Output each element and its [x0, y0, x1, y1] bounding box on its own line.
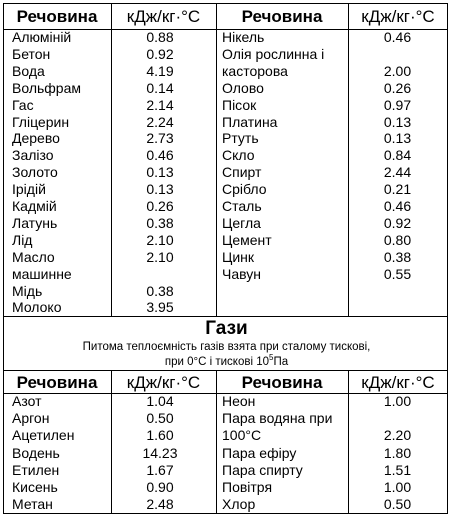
heat-capacity-value: 14.23 — [142, 444, 178, 461]
substance-name: машинне — [12, 265, 72, 282]
substance-name: Хлор — [222, 496, 256, 513]
heat-capacity-value: 0.13 — [383, 113, 412, 130]
heat-capacity-value: 1.80 — [383, 444, 412, 461]
substance-name: Пара водяна при — [222, 410, 333, 427]
substance-name: Повітря — [222, 479, 273, 495]
heat-capacity-value: 2.73 — [146, 130, 174, 147]
heat-capacity-value: 1.51 — [383, 461, 412, 478]
substance-name: Масло — [12, 248, 55, 265]
heat-capacity-value: 0.97 — [383, 96, 412, 113]
heat-capacity-value: 0.13 — [146, 164, 174, 181]
header-substance: Речовина — [16, 7, 98, 26]
gases-note-line-1: Питома теплоємність газів взята при сталому тискові, — [82, 341, 371, 353]
heat-capacity-value: 2.44 — [383, 164, 412, 181]
header-substance: Речовина — [16, 373, 98, 392]
heat-capacity-value: 0.92 — [383, 214, 412, 231]
substance-name: Гліцерин — [12, 113, 70, 130]
heat-capacity-value: 0.46 — [383, 29, 412, 45]
gases-note-line-2: при 0°С і тискові $10^5Па$ — [164, 353, 289, 368]
substance-name: Нікель — [222, 29, 265, 45]
substance-name: Латунь — [12, 214, 58, 231]
substance-name: Водень — [12, 444, 60, 461]
substance-name: Метан — [12, 496, 53, 513]
header-unit: кДж/кг·°С — [361, 7, 435, 26]
substance-name: Сталь — [222, 198, 262, 214]
heat-capacity-value: 0.50 — [383, 496, 412, 513]
heat-capacity-value: 0.50 — [146, 410, 174, 427]
substance-name: Спирт — [222, 164, 262, 181]
heat-capacity-value: 0.46 — [383, 198, 412, 214]
heat-capacity-value: 1.04 — [146, 393, 174, 409]
heat-capacity-value: 0.90 — [146, 479, 174, 495]
gases-title-bottom-rule — [3, 370, 448, 371]
solids-col-divider-2 — [216, 3, 217, 316]
heat-capacity-value: 0.55 — [383, 265, 412, 282]
substance-name: Пісок — [222, 96, 257, 113]
heat-capacity-value: 2.24 — [146, 113, 174, 130]
header-substance: Речовина — [241, 373, 323, 392]
solids-col-divider-1 — [111, 3, 112, 316]
substance-name: Пара спирту — [222, 461, 303, 478]
substance-name: Лід — [12, 231, 33, 248]
substance-name: Вольфрам — [12, 79, 81, 96]
heat-capacity-value: 0.38 — [146, 282, 174, 299]
substance-name: Етилен — [12, 461, 60, 478]
heat-capacity-value: 3.95 — [146, 299, 174, 316]
substance-name: Олія рослинна і — [222, 45, 325, 62]
heat-capacity-value: 1.60 — [146, 427, 174, 444]
substance-name: Срібло — [222, 181, 267, 198]
substance-name: Чавун — [222, 265, 261, 282]
heat-capacity-value: 1.00 — [383, 479, 412, 495]
substance-name: Дерево — [12, 130, 60, 147]
substance-name: Цемент — [222, 231, 272, 248]
heat-capacity-value: 0.13 — [383, 130, 412, 147]
substance-name: Алюміній — [12, 29, 72, 45]
substance-name: Вода — [12, 62, 45, 79]
substance-name: Олово — [222, 79, 264, 96]
heat-capacity-value: 0.26 — [383, 79, 412, 96]
heat-capacity-value: 0.92 — [146, 45, 174, 62]
heat-capacity-value: 4.19 — [146, 62, 174, 79]
heat-capacity-value: 0.14 — [146, 79, 174, 96]
heat-capacity-value: 0.80 — [383, 231, 412, 248]
substance-name: Гас — [12, 96, 34, 113]
header-unit: кДж/кг·°С — [126, 373, 201, 392]
substance-name: Неон — [222, 393, 256, 409]
substance-name: Золото — [12, 164, 58, 181]
substance-name: Азот — [12, 393, 42, 409]
substance-name: Ацетилен — [12, 427, 75, 444]
heat-capacity-value: 1.00 — [383, 393, 412, 409]
heat-capacity-value: 2.20 — [383, 427, 412, 444]
substance-name: Скло — [222, 147, 255, 164]
heat-capacity-value: 0.38 — [146, 214, 174, 231]
heat-capacity-value: 2.48 — [146, 496, 174, 513]
heat-capacity-value: 1.67 — [146, 461, 174, 478]
substance-name: Мідь — [12, 282, 43, 299]
substance-name: Цинк — [222, 248, 255, 265]
heat-capacity-value: 2.14 — [146, 96, 174, 113]
heat-capacity-value: 0.88 — [146, 29, 174, 45]
substance-name: касторова — [222, 62, 288, 79]
heat-capacity-value: 2.10 — [146, 248, 174, 265]
substance-name: Ртуть — [222, 130, 259, 147]
header-substance: Речовина — [241, 7, 323, 26]
heat-capacity-value: 0.46 — [146, 147, 174, 164]
heat-capacity-value: 0.13 — [146, 181, 174, 198]
substance-name: Платина — [222, 113, 278, 130]
substance-name: Ірідій — [12, 181, 46, 198]
substance-name: Аргон — [12, 410, 50, 427]
gases-title: Гази — [205, 318, 248, 339]
heat-capacity-value: 2.00 — [383, 62, 412, 79]
substance-name: Молоко — [12, 299, 62, 316]
substance-name: Цегла — [222, 214, 261, 231]
solids-bottom-rule — [3, 316, 448, 317]
heat-capacity-value: 2.10 — [146, 231, 174, 248]
substance-name: Бетон — [12, 45, 51, 62]
heat-capacity-value: 0.84 — [383, 147, 412, 164]
header-unit: кДж/кг·°С — [126, 7, 201, 26]
substance-name: Кадмій — [12, 198, 57, 214]
substance-name: Залізо — [12, 147, 54, 164]
heat-capacity-value: 0.21 — [383, 181, 412, 198]
substance-name: 100°С — [222, 427, 262, 444]
substance-name: Пара ефіру — [222, 444, 297, 461]
heat-capacity-value: 0.38 — [383, 248, 412, 265]
header-unit: кДж/кг·°С — [361, 373, 435, 392]
substance-name: Кисень — [12, 479, 58, 495]
heat-capacity-value: 0.26 — [146, 198, 174, 214]
